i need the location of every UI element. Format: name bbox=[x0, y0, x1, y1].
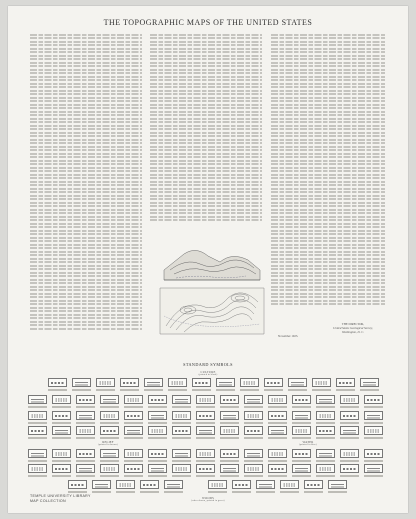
symbol-swatch bbox=[292, 449, 311, 458]
symbol-swatch bbox=[124, 426, 143, 435]
symbol-swatch bbox=[268, 449, 287, 458]
symbol-swatch bbox=[164, 480, 183, 489]
symbol-caption-texture bbox=[52, 437, 71, 439]
symbol-swatch bbox=[28, 411, 47, 420]
symbol-swatch bbox=[196, 395, 215, 404]
symbol-swatch bbox=[220, 395, 239, 404]
symbol-caption-texture bbox=[52, 475, 71, 477]
symbol-caption-texture bbox=[328, 491, 347, 493]
symbol-caption-texture bbox=[192, 389, 211, 391]
symbol-swatch bbox=[232, 480, 251, 489]
symbol-swatch bbox=[292, 464, 311, 473]
symbol-caption-texture bbox=[244, 475, 263, 477]
group-label-water bbox=[268, 440, 348, 446]
symbol-swatch bbox=[76, 411, 95, 420]
symbol-swatch bbox=[328, 480, 347, 489]
symbol-caption-texture bbox=[340, 406, 359, 408]
symbol-swatch bbox=[148, 426, 167, 435]
symbol-caption-texture bbox=[220, 437, 239, 439]
symbol-caption-texture bbox=[28, 406, 47, 408]
group-water-title: WATER bbox=[302, 440, 314, 444]
symbol-caption-texture bbox=[244, 437, 263, 439]
symbol-caption-texture bbox=[216, 389, 235, 391]
symbol-caption-texture bbox=[292, 406, 311, 408]
symbol-swatch bbox=[268, 395, 287, 404]
symbol-caption-texture bbox=[280, 491, 299, 493]
symbol-caption-texture bbox=[340, 437, 359, 439]
symbol-caption-texture bbox=[28, 475, 47, 477]
symbol-swatch bbox=[244, 411, 263, 420]
symbol-swatch bbox=[220, 449, 239, 458]
symbol-swatch bbox=[28, 449, 47, 458]
symbol-caption-texture bbox=[28, 460, 47, 462]
symbol-swatch bbox=[144, 378, 163, 387]
symbol-caption-texture bbox=[52, 460, 71, 462]
symbol-caption-texture bbox=[172, 460, 191, 462]
symbol-caption-texture bbox=[316, 422, 335, 424]
symbol-swatch bbox=[192, 378, 211, 387]
symbol-caption-texture bbox=[120, 389, 139, 391]
symbol-caption-texture bbox=[196, 422, 215, 424]
document-sheet bbox=[8, 6, 408, 513]
symbol-swatch bbox=[100, 449, 119, 458]
symbol-caption-texture bbox=[196, 437, 215, 439]
symbol-caption-texture bbox=[240, 389, 259, 391]
symbol-caption-texture bbox=[52, 422, 71, 424]
symbol-caption-texture bbox=[76, 437, 95, 439]
group-label-woods bbox=[158, 496, 258, 502]
symbol-caption-texture bbox=[360, 389, 379, 391]
group-woods-title: WOODS bbox=[202, 496, 214, 500]
symbol-caption-texture bbox=[244, 422, 263, 424]
symbol-swatch bbox=[148, 464, 167, 473]
symbol-caption-texture bbox=[68, 491, 87, 493]
symbol-caption-texture bbox=[100, 475, 119, 477]
symbol-caption-texture bbox=[340, 460, 359, 462]
symbol-caption-texture bbox=[312, 389, 331, 391]
symbol-swatch bbox=[220, 426, 239, 435]
symbol-swatch bbox=[148, 411, 167, 420]
symbol-caption-texture bbox=[220, 475, 239, 477]
symbol-swatch bbox=[148, 395, 167, 404]
symbol-swatch bbox=[216, 378, 235, 387]
signature-line-1: THE DIRECTOR, bbox=[341, 322, 365, 326]
symbol-swatch bbox=[340, 426, 359, 435]
symbol-swatch bbox=[100, 411, 119, 420]
symbol-swatch bbox=[120, 378, 139, 387]
symbol-caption-texture bbox=[28, 422, 47, 424]
symbol-caption-texture bbox=[76, 422, 95, 424]
symbol-swatch bbox=[364, 426, 383, 435]
group-culture-title: CULTURE bbox=[200, 370, 216, 374]
symbol-caption-texture bbox=[196, 475, 215, 477]
symbol-caption-texture bbox=[232, 491, 251, 493]
symbol-swatch bbox=[316, 426, 335, 435]
symbol-swatch bbox=[220, 411, 239, 420]
symbol-swatch bbox=[340, 449, 359, 458]
symbol-caption-texture bbox=[316, 475, 335, 477]
symbol-caption-texture bbox=[244, 406, 263, 408]
symbol-swatch bbox=[364, 411, 383, 420]
symbol-swatch bbox=[52, 449, 71, 458]
group-label-culture bbox=[98, 370, 318, 376]
symbol-swatch bbox=[244, 395, 263, 404]
symbol-swatch bbox=[172, 426, 191, 435]
symbol-caption-texture bbox=[116, 491, 135, 493]
symbol-swatch bbox=[196, 449, 215, 458]
symbol-caption-texture bbox=[268, 437, 287, 439]
symbol-swatch bbox=[364, 464, 383, 473]
symbol-caption-texture bbox=[140, 491, 159, 493]
symbol-swatch bbox=[312, 378, 331, 387]
symbol-swatch bbox=[172, 449, 191, 458]
symbol-swatch bbox=[240, 378, 259, 387]
symbol-swatch bbox=[288, 378, 307, 387]
symbol-caption-texture bbox=[100, 406, 119, 408]
symbol-caption-texture bbox=[220, 422, 239, 424]
symbol-swatch bbox=[244, 464, 263, 473]
symbol-swatch bbox=[340, 464, 359, 473]
symbol-caption-texture bbox=[364, 460, 383, 462]
symbol-swatch bbox=[172, 395, 191, 404]
symbol-caption-texture bbox=[256, 491, 275, 493]
symbol-caption-texture bbox=[316, 460, 335, 462]
group-label-relief bbox=[68, 440, 148, 446]
signature-block bbox=[308, 322, 398, 334]
text-column-2 bbox=[150, 32, 262, 182]
symbol-caption-texture bbox=[48, 389, 67, 391]
symbol-swatch bbox=[52, 395, 71, 404]
symbol-swatch bbox=[268, 411, 287, 420]
symbol-swatch bbox=[256, 480, 275, 489]
symbol-swatch bbox=[196, 426, 215, 435]
symbol-caption-texture bbox=[244, 460, 263, 462]
symbol-swatch bbox=[72, 378, 91, 387]
symbol-caption-texture bbox=[172, 422, 191, 424]
symbol-swatch bbox=[316, 449, 335, 458]
block-diagram-figure bbox=[156, 240, 268, 336]
symbol-swatch bbox=[220, 464, 239, 473]
signature-line-3: Washington, D. C. bbox=[342, 330, 364, 334]
symbol-swatch bbox=[172, 411, 191, 420]
group-relief-sub: (printed in brown) bbox=[98, 444, 118, 446]
symbol-swatch bbox=[52, 411, 71, 420]
symbol-swatch bbox=[100, 426, 119, 435]
symbol-caption-texture bbox=[92, 491, 111, 493]
symbol-swatch bbox=[28, 395, 47, 404]
symbol-caption-texture bbox=[268, 460, 287, 462]
symbol-caption-texture bbox=[172, 475, 191, 477]
symbol-caption-texture bbox=[340, 475, 359, 477]
symbol-swatch bbox=[340, 395, 359, 404]
symbol-caption-texture bbox=[292, 422, 311, 424]
symbol-caption-texture bbox=[268, 406, 287, 408]
symbol-swatch bbox=[196, 464, 215, 473]
group-relief-title: RELIEF bbox=[102, 440, 114, 444]
symbol-caption-texture bbox=[316, 406, 335, 408]
symbol-swatch bbox=[92, 480, 111, 489]
symbol-caption-texture bbox=[72, 389, 91, 391]
symbol-caption-texture bbox=[76, 406, 95, 408]
symbol-swatch bbox=[244, 449, 263, 458]
symbol-caption-texture bbox=[148, 422, 167, 424]
symbol-swatch bbox=[316, 395, 335, 404]
symbol-caption-texture bbox=[96, 389, 115, 391]
symbol-swatch bbox=[316, 464, 335, 473]
symbol-swatch bbox=[140, 480, 159, 489]
symbol-caption-texture bbox=[288, 389, 307, 391]
symbol-swatch bbox=[100, 464, 119, 473]
symbol-caption-texture bbox=[76, 460, 95, 462]
symbol-swatch bbox=[76, 395, 95, 404]
symbol-caption-texture bbox=[316, 437, 335, 439]
symbol-swatch bbox=[124, 464, 143, 473]
symbol-caption-texture bbox=[208, 491, 227, 493]
text-column-1 bbox=[30, 32, 142, 331]
signature-line-2: United States Geological Survey, bbox=[333, 326, 373, 330]
symbol-swatch bbox=[28, 464, 47, 473]
group-woods-sub: (when shown, printed in green) bbox=[191, 500, 225, 502]
symbol-caption-texture bbox=[292, 460, 311, 462]
symbol-swatch bbox=[48, 378, 67, 387]
symbol-caption-texture bbox=[148, 406, 167, 408]
symbol-swatch bbox=[124, 411, 143, 420]
symbol-swatch bbox=[292, 426, 311, 435]
symbol-caption-texture bbox=[364, 406, 383, 408]
symbol-caption-texture bbox=[124, 475, 143, 477]
symbol-swatch bbox=[52, 464, 71, 473]
symbol-caption-texture bbox=[100, 422, 119, 424]
symbol-swatch bbox=[292, 411, 311, 420]
symbol-swatch bbox=[68, 480, 87, 489]
symbol-swatch bbox=[124, 449, 143, 458]
symbol-caption-texture bbox=[364, 437, 383, 439]
standard-symbols-heading: STANDARD SYMBOLS bbox=[183, 362, 233, 367]
symbol-caption-texture bbox=[304, 491, 323, 493]
symbol-caption-texture bbox=[220, 406, 239, 408]
symbol-caption-texture bbox=[124, 437, 143, 439]
symbol-caption-texture bbox=[124, 422, 143, 424]
symbol-swatch bbox=[304, 480, 323, 489]
symbol-swatch bbox=[116, 480, 135, 489]
symbol-swatch bbox=[76, 426, 95, 435]
symbol-caption-texture bbox=[220, 460, 239, 462]
symbol-caption-texture bbox=[196, 406, 215, 408]
symbol-caption-texture bbox=[196, 460, 215, 462]
symbol-swatch bbox=[340, 411, 359, 420]
symbol-swatch bbox=[280, 480, 299, 489]
stamp-line-2: MAP COLLECTION bbox=[30, 498, 66, 503]
symbol-caption-texture bbox=[264, 389, 283, 391]
symbol-swatch bbox=[148, 449, 167, 458]
symbol-swatch bbox=[268, 426, 287, 435]
stamp-line-1: TEMPLE UNIVERSITY LIBRARY bbox=[30, 494, 91, 498]
symbol-swatch bbox=[96, 378, 115, 387]
symbol-swatch bbox=[172, 464, 191, 473]
symbol-caption-texture bbox=[52, 406, 71, 408]
library-stamp bbox=[30, 494, 91, 503]
symbol-swatch bbox=[168, 378, 187, 387]
symbol-caption-texture bbox=[164, 491, 183, 493]
symbol-caption-texture bbox=[100, 437, 119, 439]
symbol-swatch bbox=[360, 378, 379, 387]
symbol-caption-texture bbox=[76, 475, 95, 477]
symbol-caption-texture bbox=[148, 460, 167, 462]
symbol-caption-texture bbox=[28, 437, 47, 439]
symbol-caption-texture bbox=[144, 389, 163, 391]
symbol-swatch bbox=[244, 426, 263, 435]
document-date: November 1923. bbox=[278, 334, 299, 338]
symbol-swatch bbox=[268, 464, 287, 473]
symbol-caption-texture bbox=[148, 475, 167, 477]
symbol-caption-texture bbox=[364, 422, 383, 424]
symbol-caption-texture bbox=[168, 389, 187, 391]
symbol-swatch bbox=[364, 449, 383, 458]
symbol-caption-texture bbox=[172, 406, 191, 408]
text-column-3 bbox=[271, 32, 385, 307]
symbol-swatch bbox=[364, 395, 383, 404]
document-title: THE TOPOGRAPHIC MAPS OF THE UNITED STATES bbox=[103, 18, 313, 27]
symbol-swatch bbox=[196, 411, 215, 420]
symbol-caption-texture bbox=[340, 422, 359, 424]
symbol-swatch bbox=[100, 395, 119, 404]
symbol-caption-texture bbox=[364, 475, 383, 477]
symbol-swatch bbox=[76, 464, 95, 473]
group-culture-sub: (printed in black) bbox=[198, 374, 218, 376]
symbol-caption-texture bbox=[336, 389, 355, 391]
symbol-caption-texture bbox=[100, 460, 119, 462]
symbol-swatch bbox=[52, 426, 71, 435]
symbol-swatch bbox=[336, 378, 355, 387]
symbol-caption-texture bbox=[172, 437, 191, 439]
symbol-swatch bbox=[264, 378, 283, 387]
symbol-caption-texture bbox=[268, 475, 287, 477]
symbol-caption-texture bbox=[148, 437, 167, 439]
symbol-caption-texture bbox=[124, 460, 143, 462]
symbol-swatch bbox=[292, 395, 311, 404]
symbol-swatch bbox=[208, 480, 227, 489]
symbol-caption-texture bbox=[268, 422, 287, 424]
symbol-swatch bbox=[316, 411, 335, 420]
symbol-caption-texture bbox=[292, 475, 311, 477]
symbol-caption-texture bbox=[124, 406, 143, 408]
symbol-swatch bbox=[76, 449, 95, 458]
symbol-swatch bbox=[124, 395, 143, 404]
symbol-caption-texture bbox=[292, 437, 311, 439]
symbol-swatch bbox=[28, 426, 47, 435]
group-water-sub: (printed in blue) bbox=[299, 444, 317, 446]
